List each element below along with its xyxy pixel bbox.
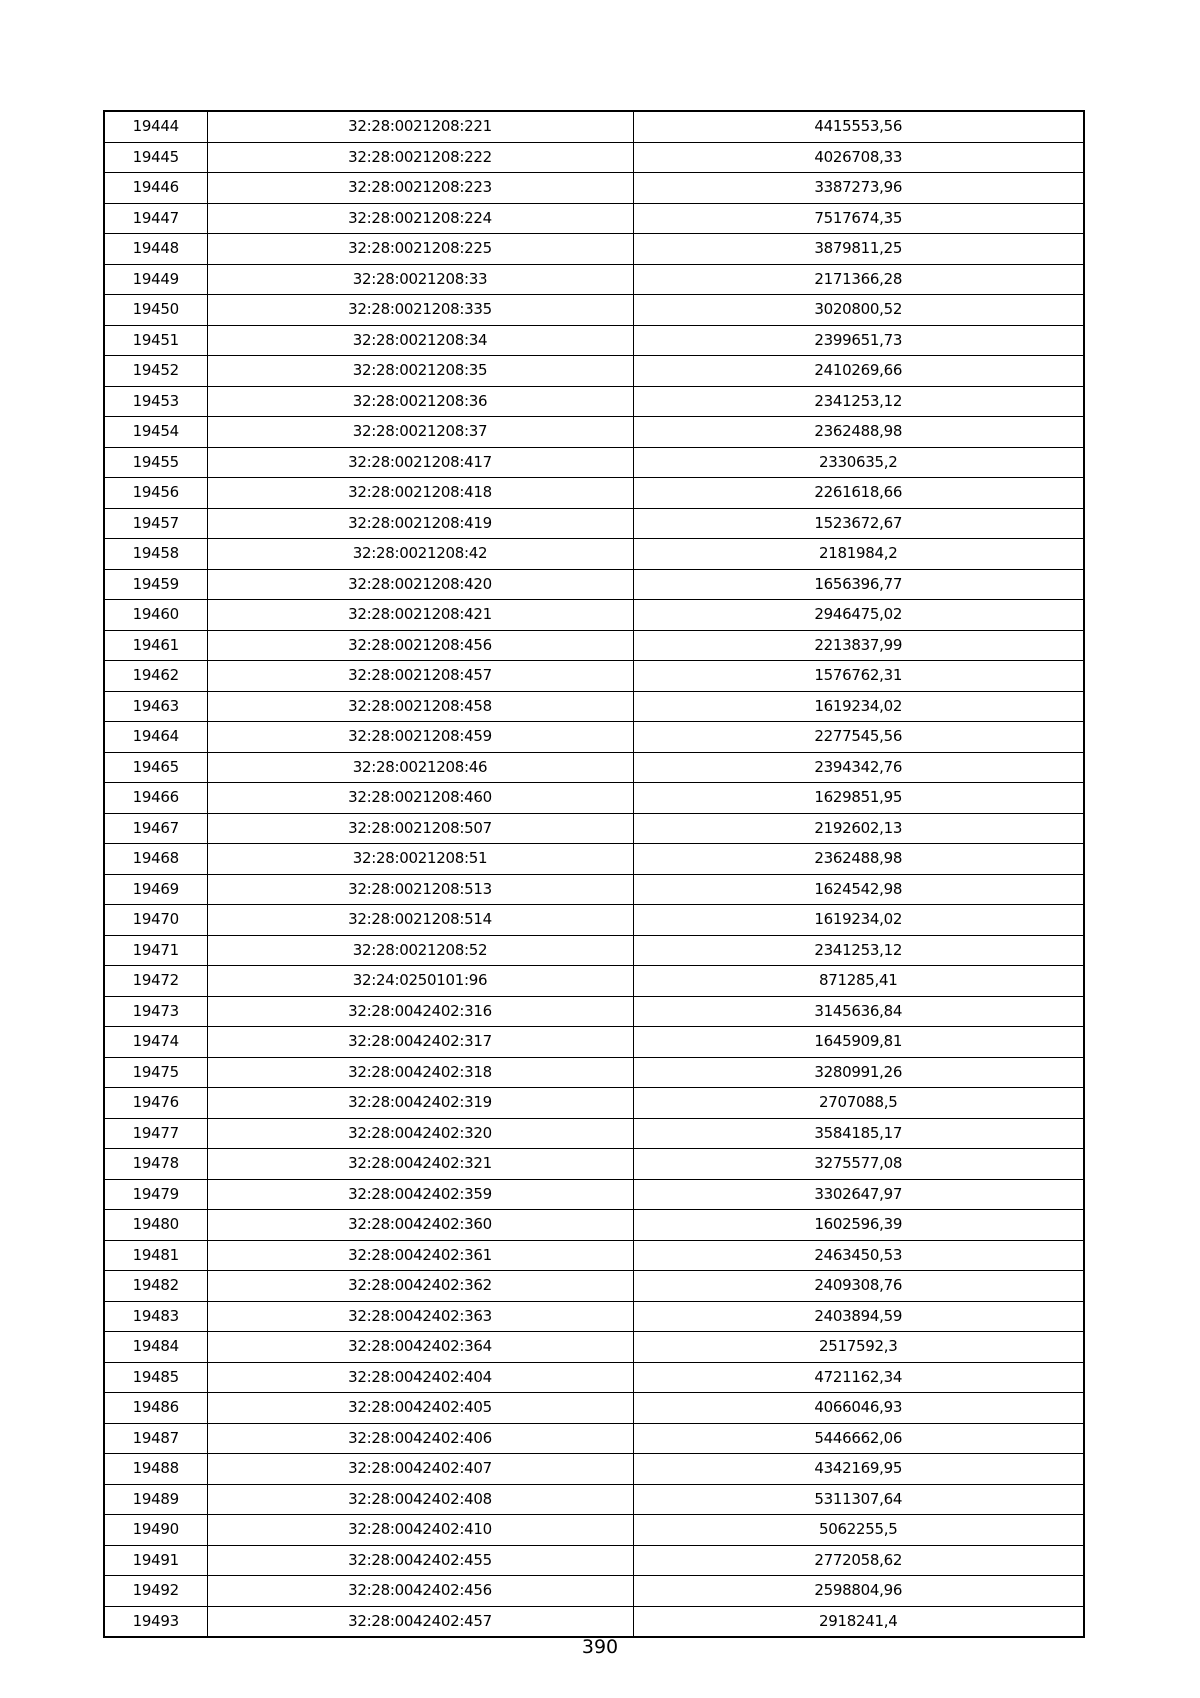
cadastral-value-cell: 3387273,96 (633, 173, 1084, 204)
cadastral-number-cell: 32:28:0021208:335 (207, 295, 633, 326)
cadastral-number-cell: 32:28:0042402:406 (207, 1423, 633, 1454)
cadastral-number-cell: 32:28:0021208:33 (207, 264, 633, 295)
cadastral-value-cell: 2213837,99 (633, 630, 1084, 661)
cadastral-number-cell: 32:28:0042402:361 (207, 1240, 633, 1271)
cadastral-value-cell: 2181984,2 (633, 539, 1084, 570)
cadastral-number-cell: 32:28:0021208:421 (207, 600, 633, 631)
cadastral-number-cell: 32:28:0042402:363 (207, 1301, 633, 1332)
cadastral-number-cell: 32:28:0042402:362 (207, 1271, 633, 1302)
row-number-cell: 19455 (104, 447, 207, 478)
table-row (104, 111, 1084, 142)
table-row (104, 478, 1084, 509)
cadastral-value-cell: 5446662,06 (633, 1423, 1084, 1454)
row-number-cell: 19445 (104, 142, 207, 173)
row-number-cell: 19469 (104, 874, 207, 905)
table-row (104, 1515, 1084, 1546)
row-number-cell: 19484 (104, 1332, 207, 1363)
cadastral-number-cell: 32:28:0042402:321 (207, 1149, 633, 1180)
row-number-cell: 19492 (104, 1576, 207, 1607)
cadastral-value-cell: 3879811,25 (633, 234, 1084, 265)
table-row (104, 386, 1084, 417)
table-row (104, 1210, 1084, 1241)
cadastral-value-cell: 1619234,02 (633, 905, 1084, 936)
cadastral-number-cell: 32:28:0021208:514 (207, 905, 633, 936)
row-number-cell: 19473 (104, 996, 207, 1027)
table-row (104, 417, 1084, 448)
row-number-cell: 19453 (104, 386, 207, 417)
cadastral-number-cell: 32:28:0021208:37 (207, 417, 633, 448)
table-row (104, 935, 1084, 966)
table-row (104, 1301, 1084, 1332)
row-number-cell: 19465 (104, 752, 207, 783)
row-number-cell: 19478 (104, 1149, 207, 1180)
table-row (104, 996, 1084, 1027)
cadastral-number-cell: 32:28:0021208:34 (207, 325, 633, 356)
table-row (104, 1088, 1084, 1119)
row-number-cell: 19447 (104, 203, 207, 234)
table-row (104, 722, 1084, 753)
cadastral-value-cell: 3280991,26 (633, 1057, 1084, 1088)
table-row (104, 1240, 1084, 1271)
cadastral-number-cell: 32:28:0042402:405 (207, 1393, 633, 1424)
row-number-cell: 19468 (104, 844, 207, 875)
table-row (104, 1057, 1084, 1088)
row-number-cell: 19451 (104, 325, 207, 356)
cadastral-value-cell: 2598804,96 (633, 1576, 1084, 1607)
cadastral-value-cell: 1629851,95 (633, 783, 1084, 814)
row-number-cell: 19475 (104, 1057, 207, 1088)
table-row (104, 966, 1084, 997)
table-row (104, 844, 1084, 875)
table-row (104, 691, 1084, 722)
cadastral-number-cell: 32:28:0042402:404 (207, 1362, 633, 1393)
cadastral-value-cell: 2463450,53 (633, 1240, 1084, 1271)
cadastral-number-cell: 32:28:0042402:364 (207, 1332, 633, 1363)
cadastral-value-cell: 2171366,28 (633, 264, 1084, 295)
row-number-cell: 19452 (104, 356, 207, 387)
row-number-cell: 19483 (104, 1301, 207, 1332)
cadastral-number-cell: 32:28:0021208:420 (207, 569, 633, 600)
cadastral-number-cell: 32:28:0042402:408 (207, 1484, 633, 1515)
cadastral-number-cell: 32:28:0021208:222 (207, 142, 633, 173)
table-row (104, 539, 1084, 570)
row-number-cell: 19457 (104, 508, 207, 539)
table-row (104, 1118, 1084, 1149)
cadastral-number-cell: 32:28:0042402:320 (207, 1118, 633, 1149)
table-row (104, 1393, 1084, 1424)
cadastral-value-cell: 2341253,12 (633, 935, 1084, 966)
table-row (104, 569, 1084, 600)
cadastral-number-cell: 32:28:0021208:458 (207, 691, 633, 722)
cadastral-value-cell: 1624542,98 (633, 874, 1084, 905)
cadastral-number-cell: 32:28:0021208:456 (207, 630, 633, 661)
cadastral-value-cell: 4415553,56 (633, 111, 1084, 142)
cadastral-number-cell: 32:28:0042402:319 (207, 1088, 633, 1119)
table-row (104, 1606, 1084, 1637)
cadastral-value-cell: 2362488,98 (633, 844, 1084, 875)
cadastral-value-cell: 7517674,35 (633, 203, 1084, 234)
cadastral-number-cell: 32:28:0021208:417 (207, 447, 633, 478)
row-number-cell: 19462 (104, 661, 207, 692)
row-number-cell: 19488 (104, 1454, 207, 1485)
table-row (104, 661, 1084, 692)
row-number-cell: 19464 (104, 722, 207, 753)
cadastral-number-cell: 32:28:0042402:317 (207, 1027, 633, 1058)
row-number-cell: 19454 (104, 417, 207, 448)
cadastral-number-cell: 32:28:0021208:419 (207, 508, 633, 539)
cadastral-number-cell: 32:28:0021208:460 (207, 783, 633, 814)
table-row (104, 295, 1084, 326)
row-number-cell: 19490 (104, 1515, 207, 1546)
cadastral-number-cell: 32:28:0021208:52 (207, 935, 633, 966)
cadastral-value-cell: 2772058,62 (633, 1545, 1084, 1576)
cadastral-number-cell: 32:28:0042402:316 (207, 996, 633, 1027)
cadastral-number-cell: 32:28:0042402:456 (207, 1576, 633, 1607)
cadastral-number-cell: 32:28:0021208:51 (207, 844, 633, 875)
page-number: 390 (581, 1636, 619, 1658)
table-row (104, 1149, 1084, 1180)
row-number-cell: 19471 (104, 935, 207, 966)
cadastral-value-cell: 2341253,12 (633, 386, 1084, 417)
row-number-cell: 19461 (104, 630, 207, 661)
cadastral-value-cell: 1602596,39 (633, 1210, 1084, 1241)
table-row (104, 905, 1084, 936)
cadastral-value-cell: 1645909,81 (633, 1027, 1084, 1058)
cadastral-number-cell: 32:24:0250101:96 (207, 966, 633, 997)
row-number-cell: 19458 (104, 539, 207, 570)
row-number-cell: 19449 (104, 264, 207, 295)
row-number-cell: 19493 (104, 1606, 207, 1637)
row-number-cell: 19444 (104, 111, 207, 142)
table-row (104, 1362, 1084, 1393)
cadastral-value-cell: 2946475,02 (633, 600, 1084, 631)
cadastral-value-cell: 5062255,5 (633, 1515, 1084, 1546)
cadastral-number-cell: 32:28:0021208:459 (207, 722, 633, 753)
cadastral-number-cell: 32:28:0021208:35 (207, 356, 633, 387)
cadastral-value-cell: 4026708,33 (633, 142, 1084, 173)
cadastral-value-cell: 2399651,73 (633, 325, 1084, 356)
cadastral-value-table (103, 110, 1085, 1638)
cadastral-value-cell: 1656396,77 (633, 569, 1084, 600)
table-row (104, 783, 1084, 814)
table-row (104, 1027, 1084, 1058)
row-number-cell: 19448 (104, 234, 207, 265)
cadastral-value-cell: 4721162,34 (633, 1362, 1084, 1393)
row-number-cell: 19476 (104, 1088, 207, 1119)
row-number-cell: 19472 (104, 966, 207, 997)
table-row (104, 630, 1084, 661)
row-number-cell: 19470 (104, 905, 207, 936)
table-row (104, 234, 1084, 265)
cadastral-value-cell: 4342169,95 (633, 1454, 1084, 1485)
cadastral-number-cell: 32:28:0021208:36 (207, 386, 633, 417)
cadastral-value-cell: 2517592,3 (633, 1332, 1084, 1363)
cadastral-number-cell: 32:28:0042402:410 (207, 1515, 633, 1546)
row-number-cell: 19459 (104, 569, 207, 600)
row-number-cell: 19477 (104, 1118, 207, 1149)
row-number-cell: 19480 (104, 1210, 207, 1241)
cadastral-number-cell: 32:28:0042402:407 (207, 1454, 633, 1485)
cadastral-value-cell: 3302647,97 (633, 1179, 1084, 1210)
table-row (104, 508, 1084, 539)
cadastral-value-cell: 1619234,02 (633, 691, 1084, 722)
table-row (104, 752, 1084, 783)
cadastral-value-cell: 2918241,4 (633, 1606, 1084, 1637)
cadastral-number-cell: 32:28:0021208:224 (207, 203, 633, 234)
cadastral-value-cell: 2192602,13 (633, 813, 1084, 844)
table-row (104, 264, 1084, 295)
table-row (104, 1484, 1084, 1515)
row-number-cell: 19467 (104, 813, 207, 844)
row-number-cell: 19479 (104, 1179, 207, 1210)
row-number-cell: 19460 (104, 600, 207, 631)
cadastral-number-cell: 32:28:0042402:455 (207, 1545, 633, 1576)
cadastral-number-cell: 32:28:0021208:221 (207, 111, 633, 142)
cadastral-value-cell: 2394342,76 (633, 752, 1084, 783)
cadastral-value-cell: 871285,41 (633, 966, 1084, 997)
table-row (104, 356, 1084, 387)
cadastral-number-cell: 32:28:0021208:223 (207, 173, 633, 204)
cadastral-number-cell: 32:28:0021208:418 (207, 478, 633, 509)
cadastral-value-cell: 2707088,5 (633, 1088, 1084, 1119)
table-row (104, 173, 1084, 204)
cadastral-value-cell: 1523672,67 (633, 508, 1084, 539)
table-row (104, 325, 1084, 356)
cadastral-value-cell: 2261618,66 (633, 478, 1084, 509)
row-number-cell: 19482 (104, 1271, 207, 1302)
row-number-cell: 19463 (104, 691, 207, 722)
table-row (104, 1423, 1084, 1454)
row-number-cell: 19456 (104, 478, 207, 509)
row-number-cell: 19446 (104, 173, 207, 204)
table-row (104, 874, 1084, 905)
cadastral-value-cell: 2409308,76 (633, 1271, 1084, 1302)
row-number-cell: 19491 (104, 1545, 207, 1576)
cadastral-value-cell: 2362488,98 (633, 417, 1084, 448)
cadastral-value-cell: 1576762,31 (633, 661, 1084, 692)
cadastral-number-cell: 32:28:0042402:359 (207, 1179, 633, 1210)
table-row (104, 447, 1084, 478)
cadastral-number-cell: 32:28:0021208:457 (207, 661, 633, 692)
cadastral-value-cell: 3145636,84 (633, 996, 1084, 1027)
cadastral-number-cell: 32:28:0021208:42 (207, 539, 633, 570)
cadastral-value-cell: 3584185,17 (633, 1118, 1084, 1149)
table-row (104, 600, 1084, 631)
row-number-cell: 19466 (104, 783, 207, 814)
cadastral-number-cell: 32:28:0021208:225 (207, 234, 633, 265)
row-number-cell: 19485 (104, 1362, 207, 1393)
cadastral-value-cell: 4066046,93 (633, 1393, 1084, 1424)
cadastral-value-cell: 5311307,64 (633, 1484, 1084, 1515)
table-row (104, 1179, 1084, 1210)
registry-table-container (103, 110, 1083, 1638)
row-number-cell: 19450 (104, 295, 207, 326)
table-row (104, 1271, 1084, 1302)
cadastral-number-cell: 32:28:0042402:457 (207, 1606, 633, 1637)
table-row (104, 1576, 1084, 1607)
cadastral-number-cell: 32:28:0021208:507 (207, 813, 633, 844)
row-number-cell: 19489 (104, 1484, 207, 1515)
table-row (104, 1454, 1084, 1485)
cadastral-value-cell: 3275577,08 (633, 1149, 1084, 1180)
row-number-cell: 19487 (104, 1423, 207, 1454)
row-number-cell: 19481 (104, 1240, 207, 1271)
table-row (104, 203, 1084, 234)
cadastral-number-cell: 32:28:0042402:360 (207, 1210, 633, 1241)
row-number-cell: 19486 (104, 1393, 207, 1424)
cadastral-value-cell: 3020800,52 (633, 295, 1084, 326)
cadastral-number-cell: 32:28:0021208:46 (207, 752, 633, 783)
table-row (104, 1545, 1084, 1576)
cadastral-value-cell: 2330635,2 (633, 447, 1084, 478)
cadastral-value-cell: 2403894,59 (633, 1301, 1084, 1332)
table-row (104, 813, 1084, 844)
cadastral-number-cell: 32:28:0021208:513 (207, 874, 633, 905)
table-body (104, 111, 1084, 1637)
table-row (104, 1332, 1084, 1363)
cadastral-value-cell: 2277545,56 (633, 722, 1084, 753)
row-number-cell: 19474 (104, 1027, 207, 1058)
cadastral-value-cell: 2410269,66 (633, 356, 1084, 387)
cadastral-number-cell: 32:28:0042402:318 (207, 1057, 633, 1088)
table-row (104, 142, 1084, 173)
